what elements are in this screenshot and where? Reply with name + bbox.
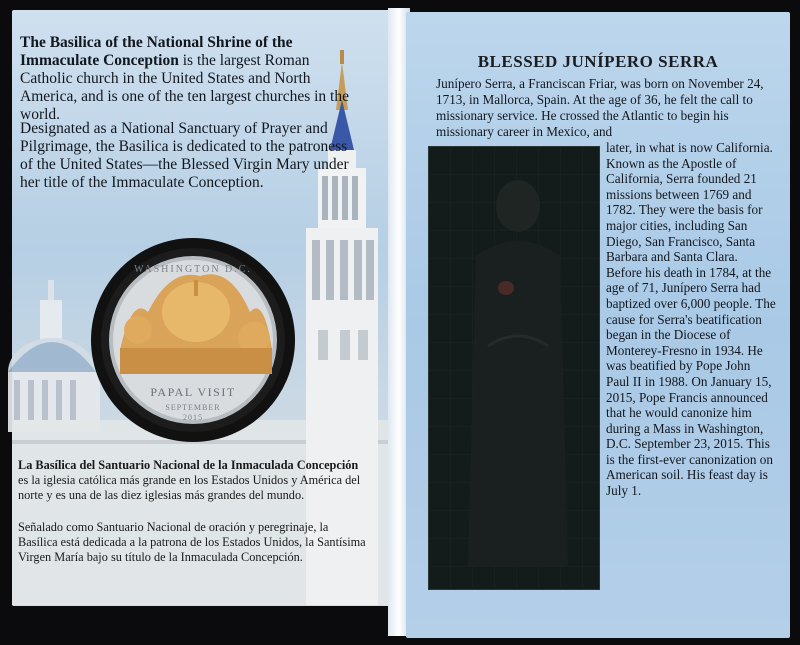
english-intro [20,34,360,124]
coin-bottom-text-1: SEPTEMBER [165,403,221,412]
page-title: BLESSED JUNÍPERO SERRA [477,52,719,71]
spanish-intro [18,458,368,503]
bio-column: later, in what is now California. Known as the Apostle of California, Serra founded 21 missions between 1769 and 1782. They were the basis for major cities, including San Diego, San Francisco, Santa Barbara and Santa Clara. Before his death in 1784, at the age of 71, Junípero Serra had baptized over 6,000 people. The cause for Serra's beatification began in the Diocese of Monterey-Fresno in 1934. He was beatified by Pope John Paul II in 1988. On January 15, 2015, Pope Francis announced that he would canonize him during a Mass in Washington, D.C. September 23, 2015. This is the first-ever canonization on American soil. His feast day is July 1. [606,140,776,499]
coin-middle-text: PAPAL VISIT [150,385,236,399]
coin-top-text: WASHINGTON D.C. [134,264,252,275]
spanish-title: La Basílica del Santuario Nacional de la Inmaculada Concepción [18,458,359,472]
spanish-paragraph-2: Señalado como Santuario Nacional de oración y peregrinaje, la Basílica está dedicada a la patrona de los Estados Unidos, la Santísima Virgen María bajo su título de la Inmaculada Concepción. [18,520,366,564]
english-title: The Basilica of the National Shrine of the Immaculate Conception [20,34,293,69]
window-frame [428,146,600,590]
coin-bottom-text-2: 2015 [183,413,203,422]
english-paragraph-2: Designated as a National Sanctuary of Prayer and Pilgrimage, the Basilica is dedicated to the patroness of the United States—the Blessed Virgin Mary under her title of the Immaculate Conception. [20,120,349,191]
spanish-intro-text: es la iglesia católica más grande en los Estados Unidos y América del norte y es una de las diez iglesias más grandes del mundo. [18,473,361,502]
bio-intro: Junípero Serra, a Franciscan Friar, was born on November 24, 1713, in Mallorca, Spain. At the age of 36, he felt the call to missionary service. He crossed the Atlantic to begin his missionary career in Mexico, and [436,76,764,139]
english-intro-text: is the largest Roman Catholic church in the United States and North America, and is one of the ten largest churches in the world. [20,52,349,123]
